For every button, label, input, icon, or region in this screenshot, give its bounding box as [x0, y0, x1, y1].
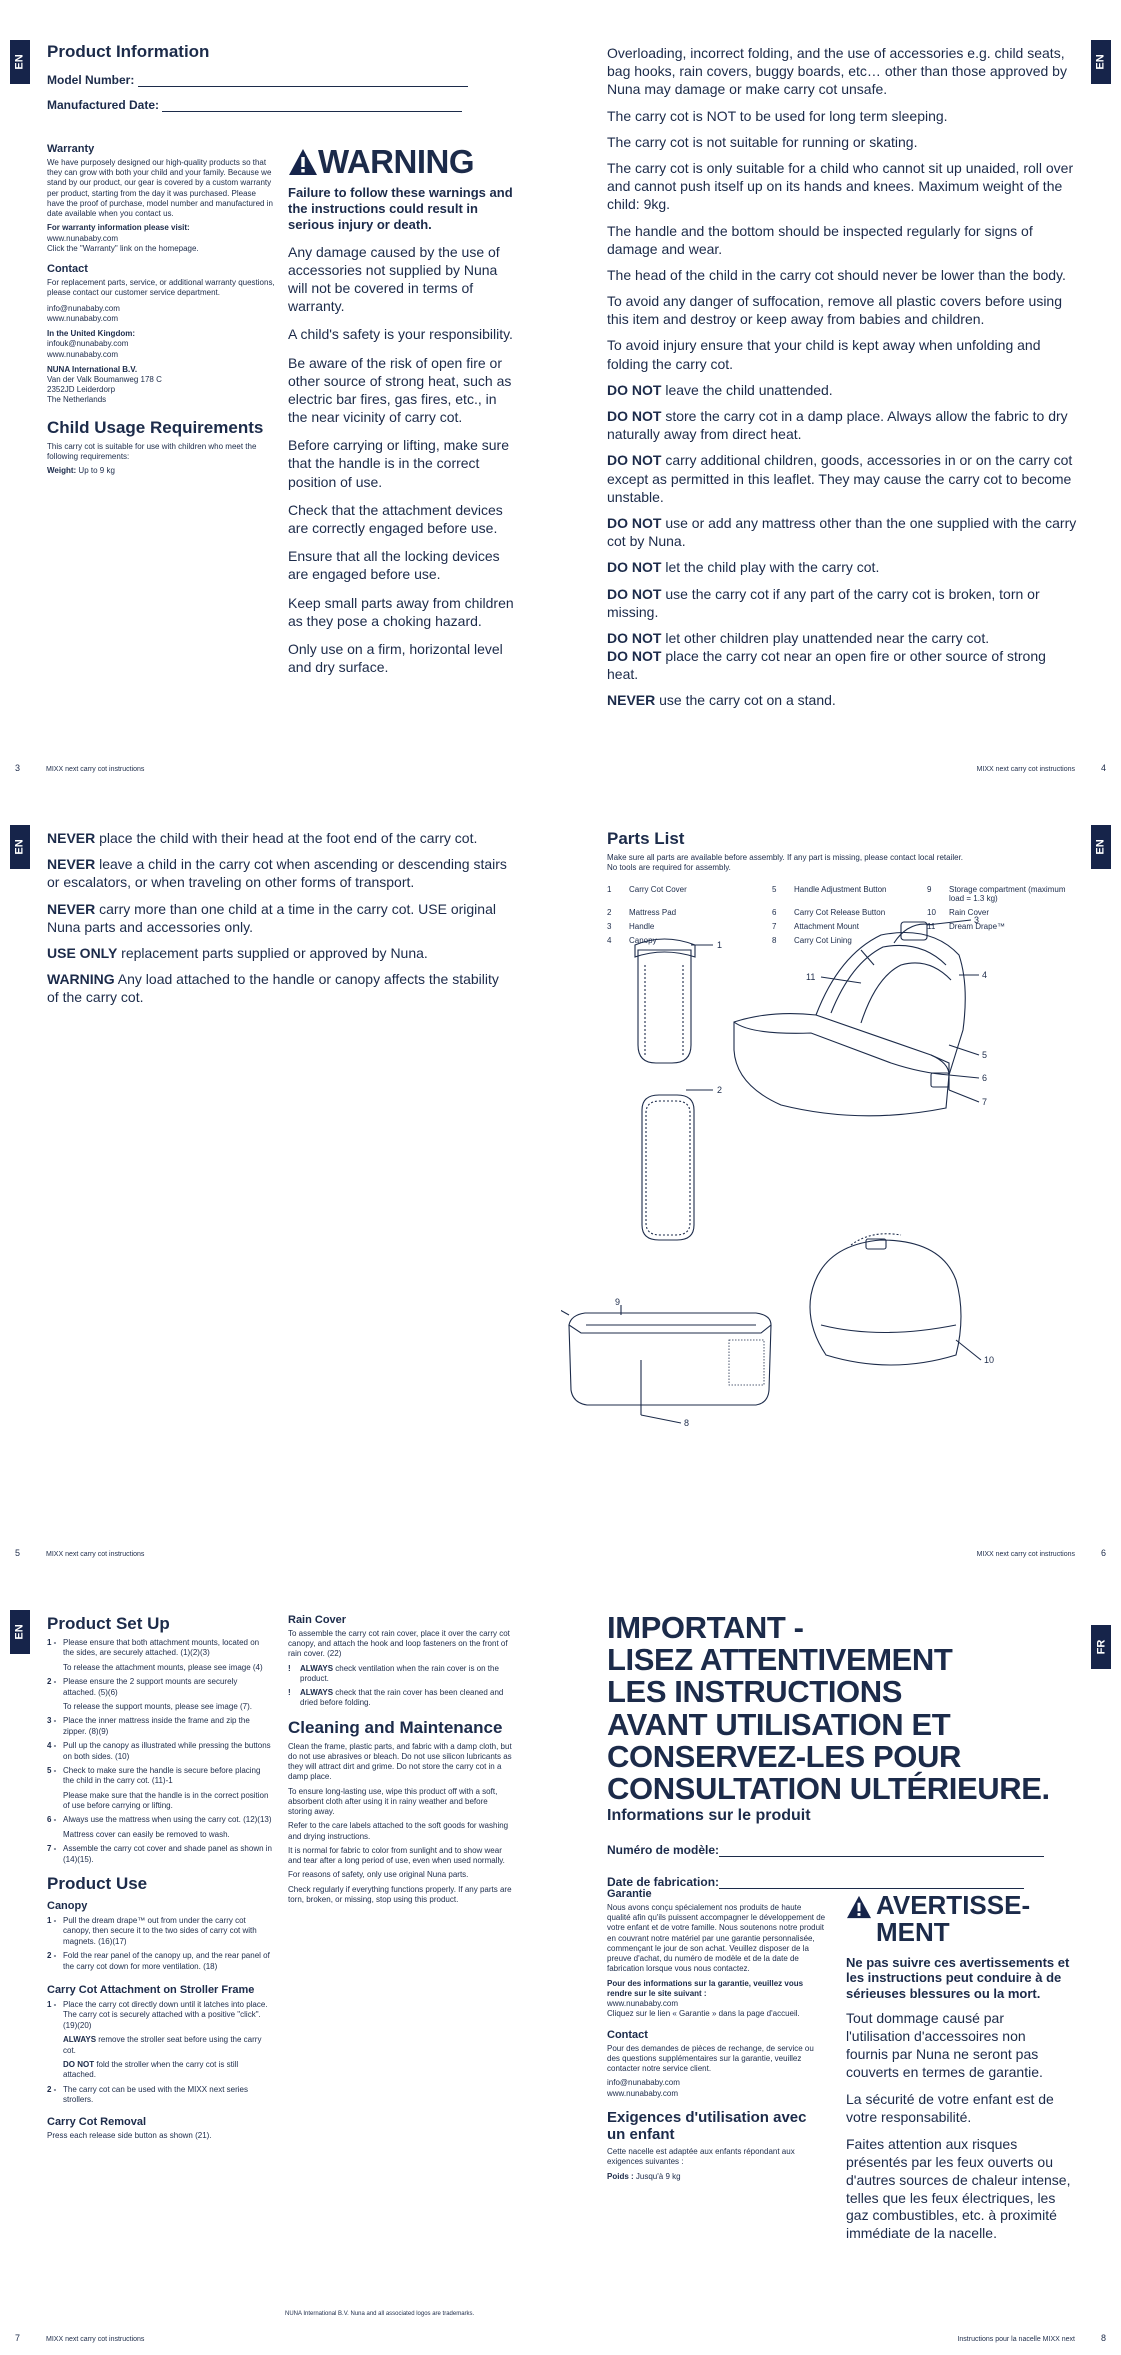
- setup-step: 6 - Always use the mattress when using the carry cot. (12)(13): [47, 1815, 272, 1825]
- contact-heading: Contact: [47, 263, 88, 276]
- avertissement-title: AVERTISSE-MENT: [846, 1892, 1071, 1947]
- setup-step: 4 - Pull up the canopy as illustrated while pressing the buttons on both sides. (10): [47, 1741, 271, 1761]
- part-item: 7 Attachment Mount: [772, 922, 859, 932]
- warning-item: DO NOT leave the child unattended.: [607, 381, 833, 398]
- warning-item: Ensure that all the locking devices are engaged before use.: [288, 548, 500, 583]
- warning-item: Only use on a firm, horizontal level and dry surface.: [288, 640, 503, 676]
- part-item: 1 Carry Cot Cover: [607, 885, 687, 895]
- parts-list-title: Parts List: [607, 829, 685, 848]
- rain-cover-note: ! ALWAYS check ventilation when the rain cover is on the product.: [288, 1663, 499, 1683]
- child-usage-text: This carry cot is suitable for use with children who meet the following requirements:: [47, 441, 257, 461]
- page-3: [0, 0, 560, 785]
- warning-item: To avoid any danger of suffocation, remove all plastic covers before using this item and destroy or keep away from babies and children.: [607, 293, 1062, 328]
- canopy-heading: Canopy: [47, 1900, 88, 1913]
- warning-item: USE ONLY replacement parts supplied or approved by Nuna.: [47, 944, 428, 961]
- attachment-note: DO NOT fold the stroller when the carry cot is still attached.: [63, 2059, 239, 2080]
- page-5: [0, 785, 560, 1570]
- cleaning-text: Check regularly if everything functions properly. If any parts are torn, broken, or missing, stop using this product.: [288, 1884, 512, 1904]
- weight-requirement: Weight: Up to 9 kg: [47, 466, 115, 476]
- callout-11: 11: [806, 972, 816, 982]
- warning-item: NEVER leave a child in the carry cot when ascending or descending stairs or escalators, or when traveling on other forms of transport.: [47, 856, 507, 891]
- warning-item: Keep small parts away from children as they pose a choking hazard.: [288, 594, 514, 629]
- rain-cover-illustration: [810, 1234, 981, 1365]
- warning-item: Tout dommage causé par l'utilisation d'accessoires non fournis par Nuna ne seront pas couverts en termes de garantie.: [846, 2010, 1043, 2081]
- warning-item: To avoid injury ensure that your child is kept away when unfolding and folding the carry cot.: [607, 337, 1041, 372]
- contact-heading: Contact: [607, 2028, 648, 2041]
- warnings-continued: [47, 829, 512, 1015]
- language-tab-en: EN: [1091, 40, 1111, 84]
- garantie-visit: Pour des informations sur la garantie, veuillez vous rendre sur le site suivant :: [607, 1978, 804, 1998]
- setup-step: 7 - Assemble the carry cot cover and shade panel as shown in (14)(15).: [47, 1844, 273, 1864]
- attachment-step: 1 - Place the carry cot directly down until it latches into place. The carry cot is securely attached with a positive "click". (19)(20): [47, 1999, 268, 2030]
- address-line-2: 2352JD Leiderdorp: [47, 385, 116, 395]
- setup-step: 1 - Please ensure that both attachment mounts, located on the sides, are securely attached. (1)(2)(3): [47, 1638, 260, 1658]
- part-item: 3 Handle: [607, 922, 655, 932]
- rain-cover-note: ! ALWAYS check that the rain cover has been cleaned and dried before folding.: [288, 1687, 504, 1707]
- contact-url[interactable]: www.nunababy.com: [607, 2088, 678, 2098]
- warning-item: The carry cot is NOT to be used for long term sleeping.: [607, 107, 948, 124]
- setup-note: To release the attachment mounts, please see image (4): [63, 1662, 263, 1672]
- setup-note: Mattress cover can easily be removed to wash.: [63, 1829, 230, 1839]
- language-tab-en: EN: [1091, 825, 1111, 869]
- contact-text: Pour des demandes de pièces de rechange, de service ou des questions supplémentaires sur la garantie, veuillez contacter notre service client.: [607, 2043, 814, 2074]
- setup-column: [47, 1614, 272, 2141]
- garantie-text: Nous avons conçu spécialement nos produits de haute qualité afin qu'ils puissent accompagner le développement de votre enfant et de votre famille. Nous soutenons notre produit en couvrant notre matériel par une garantie personnalisée, commençant le jour de son achat. Veuillez disposer de la preuve d'achat, du numéro de modèle et de la date de fabrication lorsque vous nous contactez.: [607, 1903, 826, 1974]
- product-info-heading: Informations sur le produit: [607, 1807, 811, 1825]
- model-number-field: Numéro de modèle:: [607, 1843, 1067, 1857]
- warning-item: La sécurité de votre enfant est de votre responsabilité.: [846, 2091, 1054, 2125]
- setup-note: To release the support mounts, please see image (7).: [63, 1701, 252, 1711]
- callout-8: 8: [684, 1418, 690, 1428]
- warning-item: NEVER use the carry cot on a stand.: [607, 692, 836, 709]
- avertissement-subtitle: Ne pas suivre ces avertissements et les instructions peut conduire à de sérieuses blessures ou la mort.: [846, 1954, 1070, 2001]
- warning-item: Before carrying or lifting, make sure that the handle is in the correct position of use.: [288, 437, 509, 490]
- care-column: [288, 1614, 513, 1905]
- warranty-url[interactable]: www.nunababy.com: [47, 233, 118, 243]
- usage-text: Cette nacelle est adaptée aux enfants répondant aux exigences suivantes :: [607, 2147, 795, 2167]
- warning-item: DO NOT let the child play with the carry cot.: [607, 559, 880, 576]
- page-4: [561, 0, 1121, 785]
- part-item: 6 Carry Cot Release Button: [772, 908, 886, 918]
- callout-6: 6: [982, 1073, 988, 1083]
- warning-item: The carry cot is not suitable for running or skating.: [607, 133, 918, 150]
- manufactured-date-field: Date de fabrication:: [607, 1875, 1067, 1889]
- warning-item: DO NOT use the carry cot if any part of the carry cot is broken, torn or missing.: [607, 585, 1040, 620]
- page-8: [561, 1570, 1121, 2355]
- page-footer: 3 MIXX next carry cot instructions: [15, 763, 145, 773]
- language-tab-en: EN: [10, 40, 30, 84]
- callout-4: 4: [982, 970, 988, 980]
- part-item: 9 Storage compartment (maximum load = 1.3 kg): [927, 885, 1066, 904]
- garantie-click: Cliquez sur le lien « Garantie » dans la page d'accueil.: [607, 2009, 800, 2019]
- warning-item: The head of the child in the carry cot should never be lower than the body.: [607, 266, 1066, 283]
- language-tab-en: EN: [10, 825, 30, 869]
- product-use-title: Product Use: [47, 1874, 148, 1894]
- page-7: [0, 1570, 560, 2355]
- part-item: 4 Canopy: [607, 936, 657, 946]
- warning-item: DO NOT let other children play unattended near the carry cot.: [607, 629, 990, 646]
- rain-cover-text: To assemble the carry cot rain cover, place it over the carry cot canopy, and attach the hook and loop fasteners on the front of rain cover. (22): [288, 1629, 510, 1659]
- canopy-step: 1 - Pull the dream drape™ out from under the carry cot canopy, then secure it to the two sides of carry cot with magnets. (16)(17): [47, 1916, 257, 1946]
- contact-text: For replacement parts, service, or additional warranty questions, please contact our customer service department.: [47, 278, 275, 298]
- page-footer: 7 MIXX next carry cot instructions: [15, 2333, 145, 2343]
- product-information-title: Product Information: [47, 42, 210, 61]
- parts-diagram: [561, 885, 1121, 1505]
- left-info-column: [47, 143, 275, 476]
- callout-5: 5: [982, 1050, 988, 1060]
- warning-item: The carry cot is only suitable for a child who cannot sit up unaided, roll over and cannot push itself up on its hands and knees. Maximum weight of the child: 9kg.: [607, 159, 1074, 213]
- contact-url[interactable]: www.nunababy.com: [47, 313, 118, 323]
- uk-heading: In the United Kingdom:: [47, 329, 135, 339]
- contact-email[interactable]: info@nunababy.com: [47, 303, 120, 313]
- usage-heading: Exigences d'utilisation avec un enfant: [607, 2108, 807, 2143]
- setup-step: 3 - Place the inner mattress inside the frame and zip the zipper. (8)(9): [47, 1716, 250, 1736]
- uk-email[interactable]: infouk@nunababy.com: [47, 339, 129, 349]
- warning-item: DO NOT store the carry cot in a damp place. Always allow the fabric to dry naturally away from direct heat.: [607, 408, 1068, 443]
- french-warning-column: [846, 1892, 1071, 2243]
- warranty-visit: For warranty information please visit:: [47, 223, 190, 233]
- cleaning-text: Clean the frame, plastic parts, and fabric with a damp cloth, but do not use abrasives or bleach. Do not use silicon lubricants as they will attract dirt and grime. Do not store the carry cot in a damp place.: [288, 1741, 512, 1782]
- part-item: 5 Handle Adjustment Button: [772, 885, 887, 895]
- setup-step: 5 - Check to make sure the handle is secure before placing the child in the carry cot. (11)-1: [47, 1765, 261, 1786]
- warning-item: NEVER carry more than one child at a time in the carry cot. USE original Nuna parts and accessories only.: [47, 900, 496, 935]
- exclamation-icon: !: [288, 1687, 291, 1697]
- warning-triangle-icon: [288, 148, 318, 176]
- removal-text: Press each release side button as shown (21).: [47, 2130, 212, 2140]
- callout-2: 2: [717, 1085, 723, 1095]
- warning-item: A child's safety is your responsibility.: [288, 326, 513, 343]
- cleaning-text: Refer to the care labels attached to the soft goods for washing and drying instructions.: [288, 1821, 509, 1841]
- cleaning-text: To ensure long-lasting use, wipe this product off with a soft, absorbent cloth after using it in rainy weather and before storing away.: [288, 1786, 498, 1817]
- warning-item: The handle and the bottom should be inspected regularly for signs of damage and wear.: [607, 222, 1033, 257]
- attachment-heading: Carry Cot Attachment on Stroller Frame: [47, 1983, 255, 1996]
- exclamation-icon: !: [288, 1663, 291, 1673]
- child-usage-heading: Child Usage Requirements: [47, 417, 264, 437]
- garantie-heading: Garantie: [607, 1888, 652, 1900]
- address-line-3: The Netherlands: [47, 395, 107, 405]
- cleaning-text: For reasons of safety, only use original Nuna parts.: [288, 1870, 469, 1880]
- warning-triangle-icon: [846, 1895, 872, 1919]
- storage-compartment-illustration: [561, 1305, 771, 1423]
- setup-step: 2 - Please ensure the 2 support mounts are securely attached. (5)(6): [47, 1677, 238, 1697]
- part-item: 10 Rain Cover: [927, 908, 990, 918]
- part-item: 2 Mattress Pad: [607, 908, 677, 918]
- callout-9: 9: [615, 1297, 621, 1307]
- weight-requirement: Poids : Jusqu'à 9 kg: [607, 2171, 681, 2181]
- warning-list: [288, 243, 518, 677]
- language-tab-en: EN: [10, 1610, 30, 1654]
- warning-item: DO NOT carry additional children, goods, accessories in or on the carry cot except as permitted in this leaflet. They may cause the carry cot to become unstable.: [607, 452, 1073, 505]
- callout-1: 1: [717, 940, 723, 950]
- callout-7: 7: [982, 1097, 988, 1107]
- page-footer: MIXX next carry cot instructions 6: [976, 1548, 1106, 1558]
- address-line-1: Van der Valk Boumanweg 178 C: [47, 374, 162, 384]
- trademark-notice: NUNA International B.V. Nuna and all associated logos are trademarks.: [285, 2311, 475, 2317]
- manufactured-date-field: Manufactured Date:: [47, 98, 507, 112]
- setup-note: Please make sure that the handle is in the correct position of use before carrying or lifting.: [63, 1790, 269, 1811]
- warning-item: Faites attention aux risques présentés par les feux ouverts ou d'autres sources de chaleur intense, telles que les feux électriques, les gaz combustibles, etc. à proximité immédiate de la nacelle.: [846, 2135, 1071, 2242]
- model-number-field: Model Number:: [47, 73, 507, 87]
- callout-10: 10: [984, 1355, 995, 1365]
- warning-item: Check that the attachment devices are correctly engaged before use.: [288, 501, 503, 537]
- language-tab-fr: FR: [1091, 1625, 1111, 1669]
- warning-column: [288, 143, 518, 676]
- parts-intro-2: No tools are required for assembly.: [607, 863, 731, 873]
- garantie-url[interactable]: www.nunababy.com: [607, 1999, 678, 2009]
- warning-item: WARNING Any load attached to the handle or canopy affects the stability of the carry cot.: [47, 971, 499, 1006]
- part-item: 11 Dream Drape™: [927, 922, 1006, 932]
- french-left-column: [607, 1888, 827, 2182]
- warning-item: NEVER place the child with their head at the foot end of the carry cot.: [47, 830, 478, 846]
- warning-item: Overloading, incorrect folding, and the use of accessories e.g. child seats, bag hooks, rain covers, buggy boards, etc… other than those approved by Nuna may damage or make carry cot unsafe.: [607, 45, 1067, 98]
- cleaning-text: It is normal for fabric to color from sunlight and to show wear and tear after a long period of use, even when used normally.: [288, 1845, 505, 1866]
- page-6: [561, 785, 1121, 1570]
- product-setup-title: Product Set Up: [47, 1614, 170, 1633]
- attachment-note: ALWAYS remove the stroller seat before using the carry cot.: [63, 2035, 262, 2055]
- warning-item: Be aware of the risk of open fire or other source of strong heat, such as electric bar fires, gas fires, etc., in the near vicinity of carry cot.: [288, 354, 512, 426]
- carry-cot-cover-illustration: [635, 939, 713, 1063]
- warning-subtitle: Failure to follow these warnings and the instructions could result in serious injury or death.: [288, 185, 513, 232]
- warning-item: DO NOT use or add any mattress other than the one supplied with the carry cot by Nuna.: [607, 514, 1077, 550]
- company-name: NUNA International B.V.: [47, 364, 138, 374]
- product-information-section: [47, 42, 507, 112]
- warranty-heading: Warranty: [47, 143, 95, 155]
- french-header: [607, 1612, 1067, 1889]
- part-item: 8 Carry Cot Lining: [772, 936, 852, 946]
- rain-cover-heading: Rain Cover: [288, 1614, 347, 1626]
- warnings-continued: [607, 44, 1077, 718]
- page-footer: Instructions pour la nacelle MIXX next 8: [957, 2333, 1106, 2343]
- contact-email[interactable]: info@nunababy.com: [607, 2078, 680, 2088]
- canopy-step: 2 - Fold the rear panel of the canopy up, and the rear panel of the carry cot down for more ventilation. (18): [47, 1951, 270, 1971]
- uk-url[interactable]: www.nunababy.com: [47, 349, 118, 359]
- cleaning-heading: Cleaning and Maintenance: [288, 1717, 503, 1737]
- page-footer: 5 MIXX next carry cot instructions: [15, 1548, 145, 1558]
- french-title: IMPORTANT - LISEZ ATTENTIVEMENT LES INSTRUCTIONS AVANT UTILISATION ET CONSERVEZ-LES POUR CONSULTATION ULTÉRIEURE.: [607, 1610, 1050, 1807]
- warning-title: WARNING: [288, 143, 518, 181]
- parts-intro-1: Make sure all parts are available before assembly. If any part is missing, please contact local retailer.: [607, 853, 964, 862]
- warning-item: DO NOT place the carry cot near an open fire or other source of strong heat.: [607, 648, 1046, 683]
- mattress-pad-illustration: [642, 1090, 713, 1240]
- attachment-step: 2 - The carry cot can be used with the MIXX next series strollers.: [47, 2084, 248, 2105]
- warranty-text: We have purposely designed our high-quality products so that they can grow with both your child and your family. Because we stand by our product, our gear is covered by a custom warranty per product, starting from the day it was purchased. Please have the proof of purchase, model number and manufactured in date available when you contact us.: [47, 158, 273, 219]
- page-footer: MIXX next carry cot instructions 4: [976, 763, 1106, 773]
- callout-3: 3: [974, 915, 980, 925]
- warranty-click: Click the "Warranty" link on the homepage.: [47, 243, 199, 253]
- carry-cot-illustration: [734, 920, 979, 1116]
- warning-item: Any damage caused by the use of accessories not supplied by Nuna will not be covered in terms of warranty.: [288, 243, 500, 315]
- removal-heading: Carry Cot Removal: [47, 2115, 147, 2128]
